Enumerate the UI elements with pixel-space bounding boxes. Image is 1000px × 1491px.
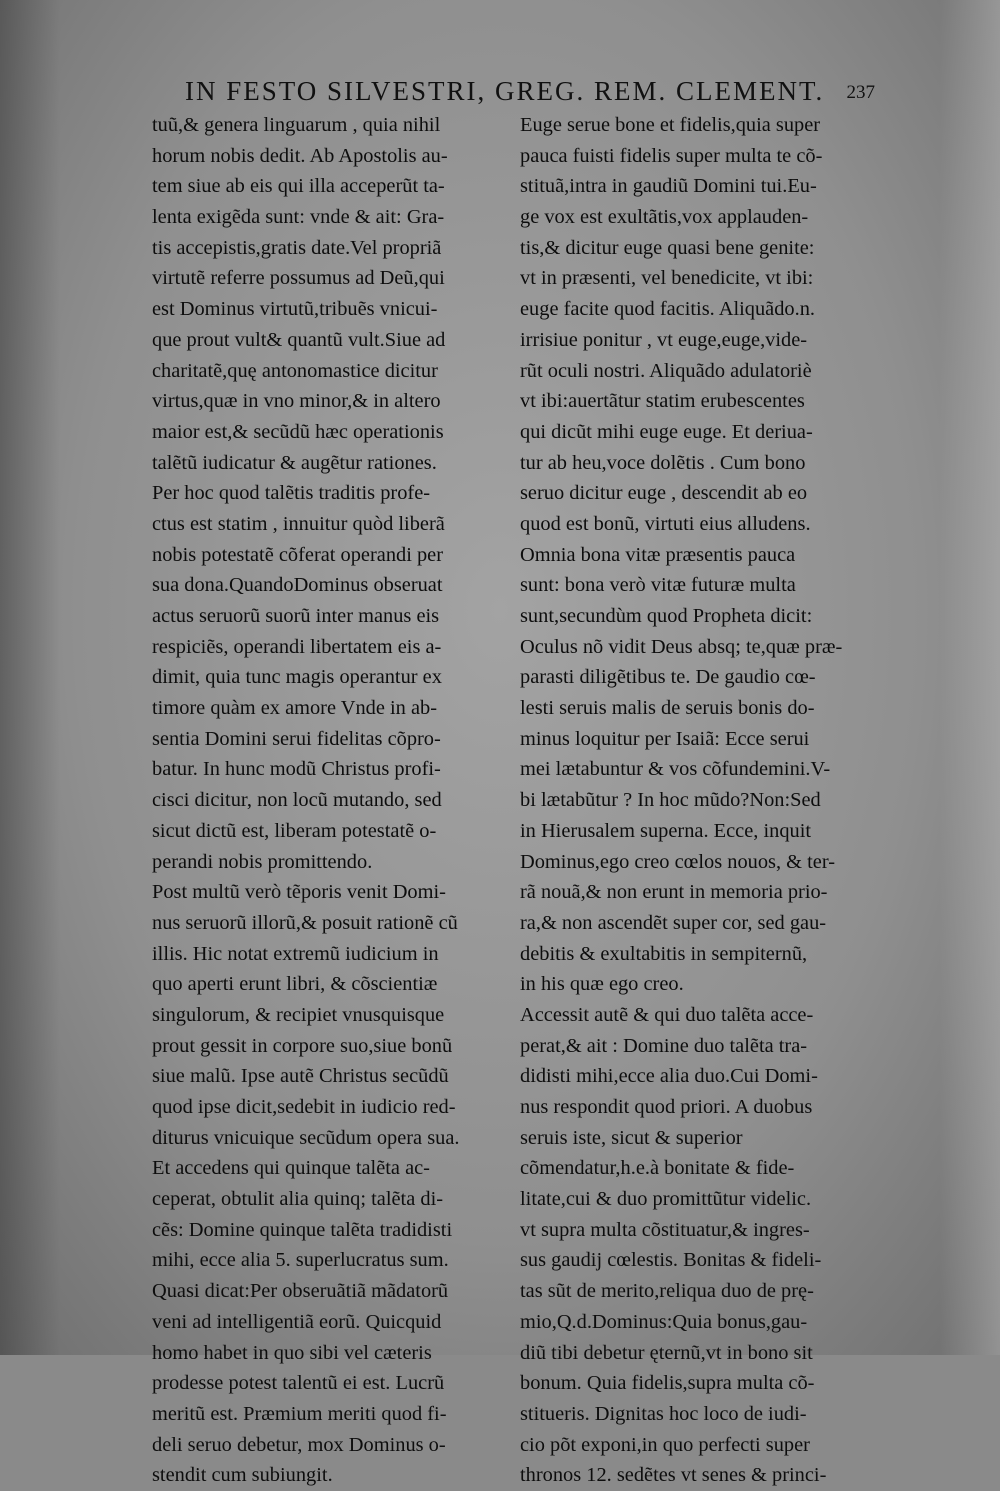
text-line: qui dicũt mihi euge euge. Et deriua-	[520, 420, 813, 443]
text-line: thronos 12. sedẽtes vt senes & princi-	[520, 1464, 827, 1487]
text-line: lesti seruis malis de seruis bonis do-	[520, 697, 815, 720]
running-title: IN FESTO SILVESTRI, GREG. REM. CLEMENT.	[185, 76, 825, 106]
text-line: tur ab heu,voce dolẽtis . Cum bono	[520, 451, 806, 474]
text-line: tis accepistis,gratis date.Vel propriã	[152, 236, 442, 259]
text-line: quod est bonũ, virtuti eius alludens.	[520, 512, 811, 535]
text-line: meritũ est. Præmium meriti quod fi-	[152, 1402, 447, 1425]
text-line: diturus vnicuique secũdum opera sua.	[152, 1126, 460, 1149]
text-line: euge facite quod facitis. Aliquãdo.n.	[520, 298, 816, 321]
page-header	[185, 76, 875, 110]
page-number: 237	[846, 82, 875, 103]
text-line: respiciẽs, operandi libertatem eis a-	[152, 635, 442, 658]
text-line: perandi nobis promittendo.	[152, 850, 373, 873]
text-line: Post multũ verò tẽporis venit Domi-	[152, 881, 446, 904]
text-line: sua dona.QuandoDominus obseruat	[152, 574, 443, 597]
text-line: ctus est statim , innuitur quòd liberã	[152, 512, 445, 535]
text-line: virtutẽ referre possumus ad Deũ,qui	[152, 267, 445, 290]
text-line: stituã,intra in gaudiũ Domini tui.Eu-	[520, 175, 817, 198]
text-line: bi lætabũtur ? In hoc mũdo?Non:Sed	[520, 789, 821, 812]
text-line: irrisiue ponitur , vt euge,euge,vide-	[520, 328, 808, 351]
text-line: dimit, quia tunc magis operantur ex	[152, 666, 442, 689]
text-line: quod ipse dicit,sedebit in iudicio red-	[152, 1096, 456, 1118]
text-line: mei lætabuntur & vos cõfundemini.V-	[520, 758, 831, 781]
text-line: homo habet in quo sibi vel cæteris	[152, 1341, 432, 1364]
text-line: charitatẽ,quę antonomastice dicitur	[152, 359, 438, 382]
text-line: Accessit autẽ & qui duo talẽta acce-	[520, 1003, 814, 1026]
text-line: rũt oculi nostri. Aliquãdo adulatoriè	[520, 359, 812, 382]
text-line: sicut dictũ est, liberam potestatẽ o-	[152, 819, 437, 842]
text-line: veni ad intelligentiã eorũ. Quicquid	[152, 1310, 442, 1333]
text-line: pauca fuisti fidelis super multa te cõ-	[520, 144, 823, 167]
text-line: cẽs: Domine quinque talẽta tradidisti	[152, 1218, 453, 1241]
text-line: sus gaudij cœlestis. Bonitas & fideli-	[520, 1249, 822, 1272]
text-line: batur. In hunc modũ Christus profi-	[152, 758, 441, 781]
text-line: parasti diligẽtibus te. De gaudio cœ-	[520, 666, 816, 689]
text-line: debitis & exultabitis in sempiternũ,	[520, 942, 808, 965]
text-line: litate,cui & duo promittũtur videlic.	[520, 1188, 812, 1211]
text-line: Euge serue bone et fidelis,quia super	[520, 114, 821, 136]
text-line: in his quæ ego creo.	[520, 973, 684, 996]
text-line: nus seruorũ illorũ,& posuit rationẽ cũ	[152, 911, 458, 934]
left-text-column	[152, 110, 502, 1487]
text-line: virtus,quæ in vno minor,& in altero	[152, 390, 441, 413]
text-line: minus loquitur per Isaiã: Ecce serui	[520, 727, 810, 750]
text-line: diũ tibi debetur ęternũ,vt in bono sit	[520, 1341, 813, 1364]
text-line: lenta exigẽda sunt: vnde & ait: Gra-	[152, 206, 445, 229]
text-line: bonum. Quia fidelis,supra multa cõ-	[520, 1372, 815, 1395]
text-line: cisci dicitur, non locũ mutando, sed	[152, 789, 442, 812]
text-line: Et accedens qui quinque talẽta ac-	[152, 1157, 430, 1180]
text-line: perat,& ait : Domine duo talẽta tra-	[520, 1034, 808, 1057]
text-line: horum nobis dedit. Ab Apostolis au-	[152, 144, 448, 167]
text-line: actus seruorũ suorũ inter manus eis	[152, 605, 440, 627]
text-line: siue malũ. Ipse autẽ Christus secũdũ	[152, 1065, 449, 1088]
text-line: maior est,& secũdũ hæc operationis	[152, 420, 444, 443]
text-line: tas sũt de merito,reliqua duo de prę-	[520, 1280, 814, 1303]
text-line: ra,& non ascendẽt super cor, sed gau-	[520, 911, 827, 934]
text-line: sunt,secundùm quod Propheta dicit:	[520, 605, 813, 627]
text-line: tis,& dicitur euge quasi bene genite:	[520, 236, 815, 259]
text-line: in Hierusalem superna. Ecce, inquit	[520, 819, 812, 842]
text-line: que prout vult& quantũ vult.Siue ad	[152, 328, 446, 351]
text-line: tuũ,& genera linguarum , quia nihil	[152, 114, 441, 136]
text-line: didisti mihi,ecce alia duo.Cui Domi-	[520, 1065, 818, 1088]
text-line: ge vox est exultãtis,vox applauden-	[520, 206, 809, 229]
text-line: quo aperti erunt libri, & cõscientiæ	[152, 973, 438, 996]
text-line: seruis iste, sicut & superior	[520, 1126, 743, 1149]
text-line: mihi, ecce alia 5. superlucratus sum.	[152, 1249, 449, 1272]
text-line: Quasi dicat:Per obseruãtiã mãdatorũ	[152, 1280, 449, 1303]
text-line: sunt: bona verò vitæ futuræ multa	[520, 574, 796, 597]
text-line: timore quàm ex amore Vnde in ab-	[152, 697, 438, 720]
right-text-column	[520, 110, 872, 1487]
text-line: nus respondit quod priori. A duobus	[520, 1096, 813, 1118]
text-line: Omnia bona vitæ præsentis pauca	[520, 543, 796, 566]
text-line: sentia Domini serui fidelitas cõpro-	[152, 727, 441, 750]
text-line: cõmendatur,h.e.à bonitate & fide-	[520, 1157, 795, 1180]
text-line: talẽtũ iudicatur & augẽtur rationes.	[152, 451, 437, 474]
text-line: Oculus nõ vidit Deus absq; te,quæ præ-	[520, 635, 843, 658]
text-line: prodesse potest talentũ ei est. Lucrũ	[152, 1372, 445, 1395]
text-line: nobis potestatẽ cõferat operandi per	[152, 543, 444, 566]
text-line: Per hoc quod talẽtis traditis profe-	[152, 482, 431, 505]
text-line: vt supra multa cõstituatur,& ingres-	[520, 1218, 810, 1241]
text-line: mio,Q.d.Dominus:Quia bonus,gau-	[520, 1310, 808, 1333]
text-line: stendit cum subiungit.	[152, 1464, 333, 1487]
page-edge-shadow-right	[940, 0, 1000, 1355]
text-line: prout gessit in corpore suo,siue bonũ	[152, 1034, 453, 1057]
text-line: stitueris. Dignitas hoc loco de iudi-	[520, 1402, 807, 1425]
page-edge-shadow-left	[0, 0, 60, 1355]
text-line: illis. Hic notat extremũ iudicium in	[152, 942, 439, 965]
text-line: rã nouã,& non erunt in memoria prio-	[520, 881, 828, 904]
text-line: est Dominus virtutũ,tribuẽs vnicui-	[152, 298, 438, 321]
text-line: ceperat, obtulit alia quinq; talẽta di-	[152, 1188, 444, 1211]
text-line: cio põt exponi,in quo perfecti super	[520, 1433, 810, 1456]
text-line: Dominus,ego creo cœlos nouos, & ter-	[520, 850, 836, 873]
text-line: vt ibi:auertãtur statim erubescentes	[520, 390, 805, 413]
text-line: tem siue ab eis qui illa acceperũt ta-	[152, 175, 445, 198]
text-line: vt in præsenti, vel benedicite, vt ibi:	[520, 267, 814, 290]
text-line: singulorum, & recipiet vnusquisque	[152, 1003, 445, 1026]
text-line: seruo dicitur euge , descendit ab eo	[520, 482, 808, 505]
text-line: deli seruo debetur, mox Dominus o-	[152, 1433, 446, 1456]
